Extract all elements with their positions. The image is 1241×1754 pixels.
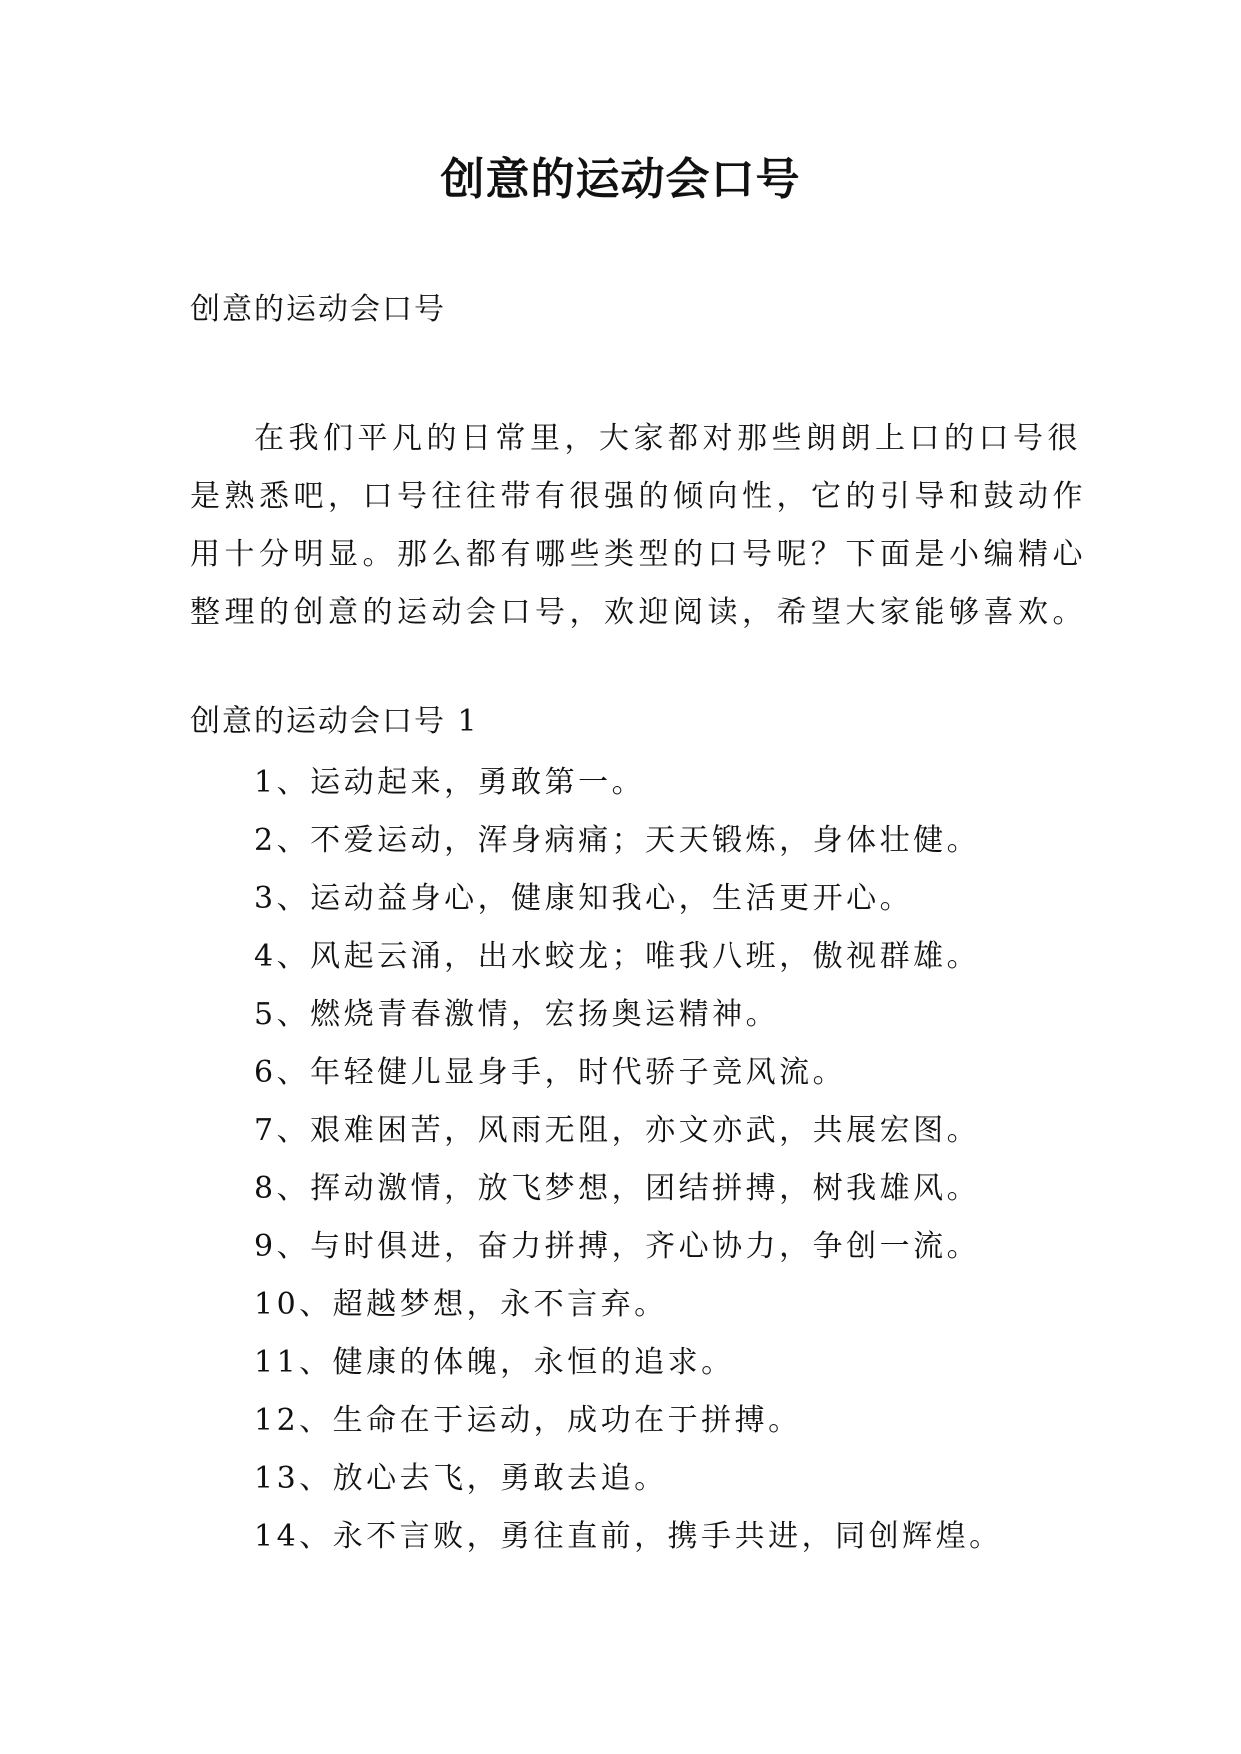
slogan-list xyxy=(254,754,1003,1566)
slogan-item: 10、超越梦想，永不言弃。 xyxy=(254,1287,668,1322)
slogan-item: 6、年轻健儿显身手，时代骄子竞风流。 xyxy=(254,1055,847,1090)
slogan-item: 13、放心去飞，勇敢去追。 xyxy=(254,1461,668,1496)
slogan-item: 8、挥动激情，放飞梦想，团结拼搏，树我雄风。 xyxy=(254,1171,981,1206)
slogan-item: 4、风起云涌，出水蛟龙；唯我八班，傲视群雄。 xyxy=(254,939,981,974)
slogan-item: 11、健康的体魄，永恒的追求。 xyxy=(254,1345,735,1380)
slogan-item: 9、与时俱进，奋力拼搏，齐心协力，争创一流。 xyxy=(254,1229,981,1264)
document-subtitle: 创意的运动会口号 xyxy=(190,292,446,327)
slogan-item: 12、生命在于运动，成功在于拼搏。 xyxy=(254,1403,802,1438)
slogan-item: 14、永不言败，勇往直前，携手共进，同创辉煌。 xyxy=(254,1519,1003,1554)
section-heading: 创意的运动会口号 1 xyxy=(190,704,479,739)
slogan-item: 3、运动益身心，健康知我心，生活更开心。 xyxy=(254,881,914,916)
document-title: 创意的运动会口号 xyxy=(440,154,801,205)
slogan-item: 2、不爱运动，浑身病痛；天天锻炼，身体壮健。 xyxy=(254,823,981,858)
slogan-item: 5、燃烧青春激情，宏扬奥运精神。 xyxy=(254,997,780,1032)
intro-paragraph: 在我们平凡的日常里，大家都对那些朗朗上口的口号很是熟悉吧，口号往往带有很强的倾向性，它的引导和鼓动作用十分明显。那么都有哪些类型的口号呢？下面是小编精心整理的创意的运动会口号，欢迎阅读，希望大家能够喜欢。 xyxy=(190,421,1087,630)
slogan-item: 1、运动起来，勇敢第一。 xyxy=(254,765,646,800)
slogan-item: 7、艰难困苦，风雨无阻，亦文亦武，共展宏图。 xyxy=(254,1113,981,1148)
